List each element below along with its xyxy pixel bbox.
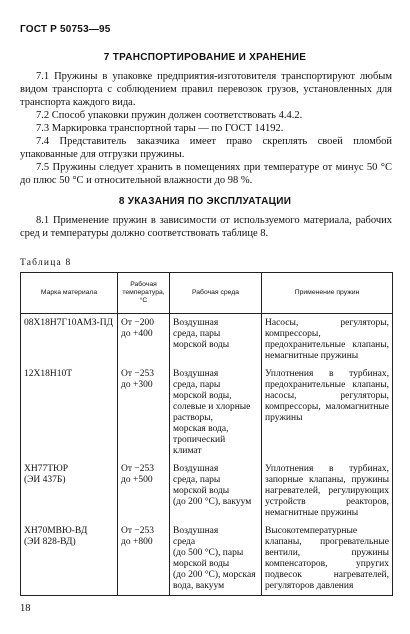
cell-medium: Воздушная среда (до 500 °С), пары морской воды (до 200 °С), морская вода, вакуум <box>170 522 262 596</box>
cell-medium: Воздушная среда, пары морской воды (до 200 °С), вакуум <box>170 460 262 522</box>
cell-material: ХН70МВЮ-ВД (ЭИ 828-ВД) <box>21 522 118 596</box>
cell-application: Высокотемпературные клапаны, прогревательные вентили, пружины компенсаторов, упругих подвесок нагревателей, регуляторов давления <box>262 522 393 596</box>
cell-application: Насосы, регуляторы, компрессоры, предохранительные клапаны, немагнитные пружины <box>262 314 393 366</box>
paragraph-7-3: 7.3 Маркировка транспортной тары — по ГОСТ 14192. <box>36 123 284 134</box>
cell-medium: Воздушная среда, пары морской воды <box>170 314 262 366</box>
section-8-title: 8 УКАЗАНИЯ ПО ЭКСПЛУАТАЦИИ <box>118 196 292 207</box>
cell-material: 08Х18Н7Г10АМЗ-ПД <box>21 314 118 366</box>
section-8-body <box>20 214 392 240</box>
paragraph-8-1: 8.1 Применение пружин в зависимости от используемого материала, рабочих сред и температуры должно соответствовать таблице 8. <box>20 215 392 239</box>
paragraph-7-2: 7.2 Способ упаковки пружин должен соответствовать 4.4.2. <box>36 110 303 121</box>
table-header-row <box>21 273 393 314</box>
cell-material: ХН77ТЮР (ЭИ 437Б) <box>21 460 118 522</box>
cell-temperature: От −253 до +500 <box>118 460 170 522</box>
table-row <box>21 460 393 522</box>
cell-application: Уплотнения в турбинах, запорные клапаны, пружины нагревателей, регулирующих устройств реакторов, немагнитные пружины <box>262 460 393 522</box>
cell-application: Уплотнения в турбинах, предохранительные клапаны, насосы, регуляторы, компрессоры, маломагнитные пружины <box>262 365 393 460</box>
cell-temperature: От −253 до +300 <box>118 365 170 460</box>
header-material: Марка материала <box>21 273 118 314</box>
cell-temperature: От −200 до +400 <box>118 314 170 366</box>
section-7-body <box>20 70 392 187</box>
table-label: Таблица 8 <box>20 258 72 268</box>
cell-material: 12Х18Н10Т <box>21 365 118 460</box>
paragraph-7-1: 7.1 Пружины в упаковке предприятия-изготовителя транспортируют любым видом транспорта с соблюдением правил перевозок грузов, установленных для транспорта каждого вида. <box>20 71 392 108</box>
table-row <box>21 365 393 460</box>
paragraph-7-5: 7.5 Пружины следует хранить в помещениях при температуре от минус 50 °С до плюс 50 °С и относительной влажности до 98 %. <box>20 162 392 186</box>
paragraph-7-4: 7.4 Представитель заказчика имеет право скреплять своей пломбой упакованные для отгрузки пружины. <box>20 136 392 160</box>
table-row <box>21 314 393 366</box>
header-medium: Рабочая среда <box>170 273 262 314</box>
document-header: ГОСТ Р 50753—95 <box>20 24 111 35</box>
header-application: Применение пружин <box>262 273 393 314</box>
table-row <box>21 522 393 596</box>
cell-temperature: От −253 до +800 <box>118 522 170 596</box>
cell-medium: Воздушная среда, пары морской воды, солевые и хлорные растворы, морская вода, тропический климат <box>170 365 262 460</box>
materials-table <box>20 272 393 596</box>
section-7-title: 7 ТРАНСПОРТИРОВАНИЕ И ХРАНЕНИЕ <box>103 52 307 63</box>
header-temperature: Рабочая температура, °С <box>118 273 170 314</box>
page-number: 18 <box>20 603 31 614</box>
